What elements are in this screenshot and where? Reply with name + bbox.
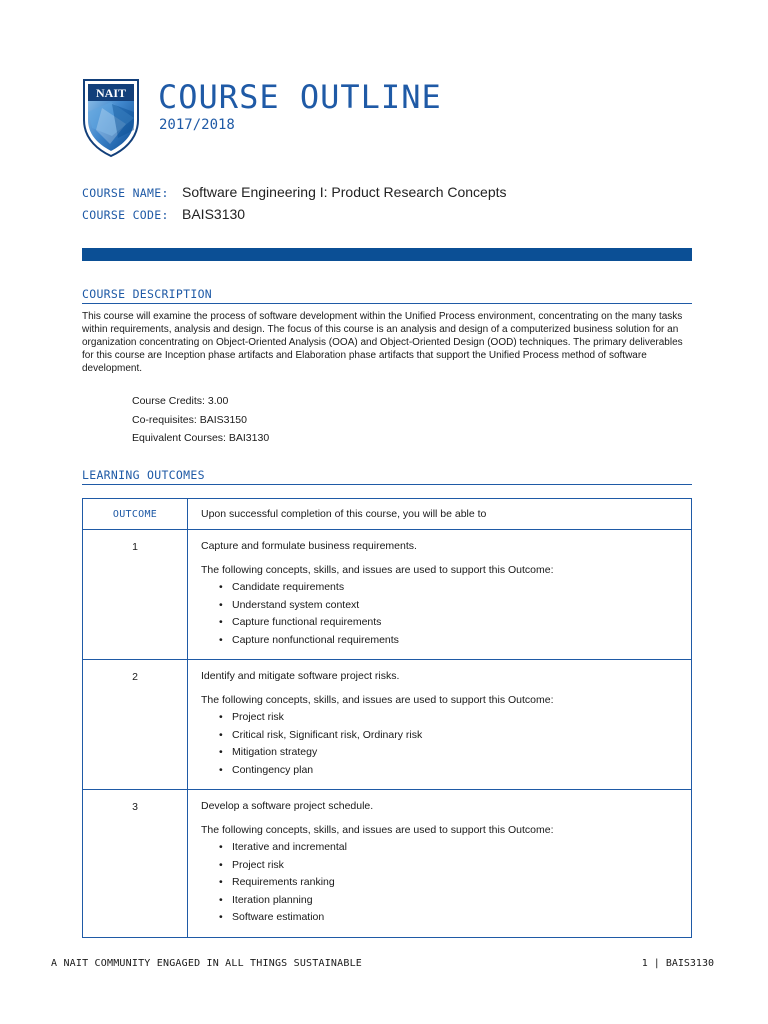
- outcome-details: [188, 530, 692, 660]
- list-item: • Capture nonfunctional requirements: [232, 632, 677, 650]
- outcome-details: [188, 790, 692, 938]
- outcome-title: Develop a software project schedule.: [201, 800, 374, 812]
- outcome-bullet-list: [201, 709, 677, 779]
- list-item: • Understand system context: [232, 597, 677, 615]
- course-description-heading: COURSE DESCRIPTION: [82, 287, 692, 304]
- course-name: Software Engineering I: Product Research Concepts: [182, 184, 507, 200]
- outcome-number: 3: [83, 790, 188, 938]
- outcome-details: [188, 660, 692, 790]
- learning-outcomes-heading: LEARNING OUTCOMES: [82, 468, 692, 485]
- outcome-title: Identify and mitigate software project risks.: [201, 670, 400, 682]
- outcome-column-label: OUTCOME: [112, 509, 158, 520]
- document-header: [82, 78, 702, 162]
- outcome-intro: The following concepts, skills, and issues are used to support this Outcome:: [201, 824, 554, 836]
- course-info: [132, 392, 269, 448]
- list-item: • Candidate requirements: [232, 579, 677, 597]
- outcome-title: Capture and formulate business requirements.: [201, 540, 417, 552]
- equivalent-courses: Equivalent Courses: BAI3130: [132, 432, 270, 444]
- table-row: [83, 790, 692, 938]
- nait-shield-logo: [82, 78, 140, 158]
- outcome-bullet-list: [201, 839, 677, 927]
- course-credits: Course Credits: 3.00: [132, 395, 229, 407]
- course-meta: [82, 184, 692, 228]
- list-item: • Iterative and incremental: [232, 839, 677, 857]
- outcome-number: 1: [83, 530, 188, 660]
- table-header-row: [83, 499, 692, 530]
- outcome-intro: The following concepts, skills, and issues are used to support this Outcome:: [201, 694, 554, 706]
- course-code: BAIS3130: [182, 206, 246, 222]
- list-item: • Project risk: [232, 709, 677, 727]
- list-item: • Software estimation: [232, 909, 677, 927]
- academic-year: 2017/2018: [159, 117, 235, 133]
- section-divider-bar: [82, 248, 692, 261]
- outcome-description-header: Upon successful completion of this course, you will be able to: [188, 499, 692, 530]
- course-name-label: COURSE NAME:: [82, 186, 169, 200]
- list-item: • Critical risk, Significant risk, Ordinary risk: [232, 727, 677, 745]
- outcome-column-header: [83, 499, 188, 530]
- footer-page-number: 1 | BAIS3130: [641, 958, 714, 969]
- table-row: [83, 660, 692, 790]
- table-row: [83, 530, 692, 660]
- list-item: • Capture functional requirements: [232, 614, 677, 632]
- list-item: • Requirements ranking: [232, 874, 677, 892]
- co-requisites: Co-requisites: BAIS3150: [132, 413, 247, 426]
- outcome-number: 2: [83, 660, 188, 790]
- page-title: COURSE OUTLINE: [158, 78, 442, 116]
- course-code-row: [82, 206, 692, 228]
- list-item: • Contingency plan: [232, 762, 677, 780]
- logo-text: NAIT: [95, 86, 127, 100]
- list-item: • Mitigation strategy: [232, 744, 677, 762]
- learning-outcomes-table: [82, 498, 692, 938]
- course-code-label: COURSE CODE:: [82, 208, 169, 222]
- course-name-row: [82, 184, 692, 206]
- footer-tagline: A NAIT COMMUNITY ENGAGED IN ALL THINGS SUSTAINABLE: [51, 958, 363, 969]
- list-item: • Project risk: [232, 857, 677, 875]
- course-description-text: This course will examine the process of software development within the Unified Process environment, concentrating on the many tasks within requirements, analysis and design. The focus of this course is an analysis and design of a computerized business solution for an organization concentrating on Object-Oriented Analysis (OOA) and Object-Oriented Design (OOD) techniques. The primary deliverables for this course are Inception phase artifacts and Elaboration phase artifacts that support the Unified Process method of software development.: [82, 311, 683, 374]
- list-item: • Iteration planning: [232, 892, 677, 910]
- outcome-bullet-list: [201, 579, 677, 649]
- outcome-intro: The following concepts, skills, and issues are used to support this Outcome:: [201, 564, 554, 576]
